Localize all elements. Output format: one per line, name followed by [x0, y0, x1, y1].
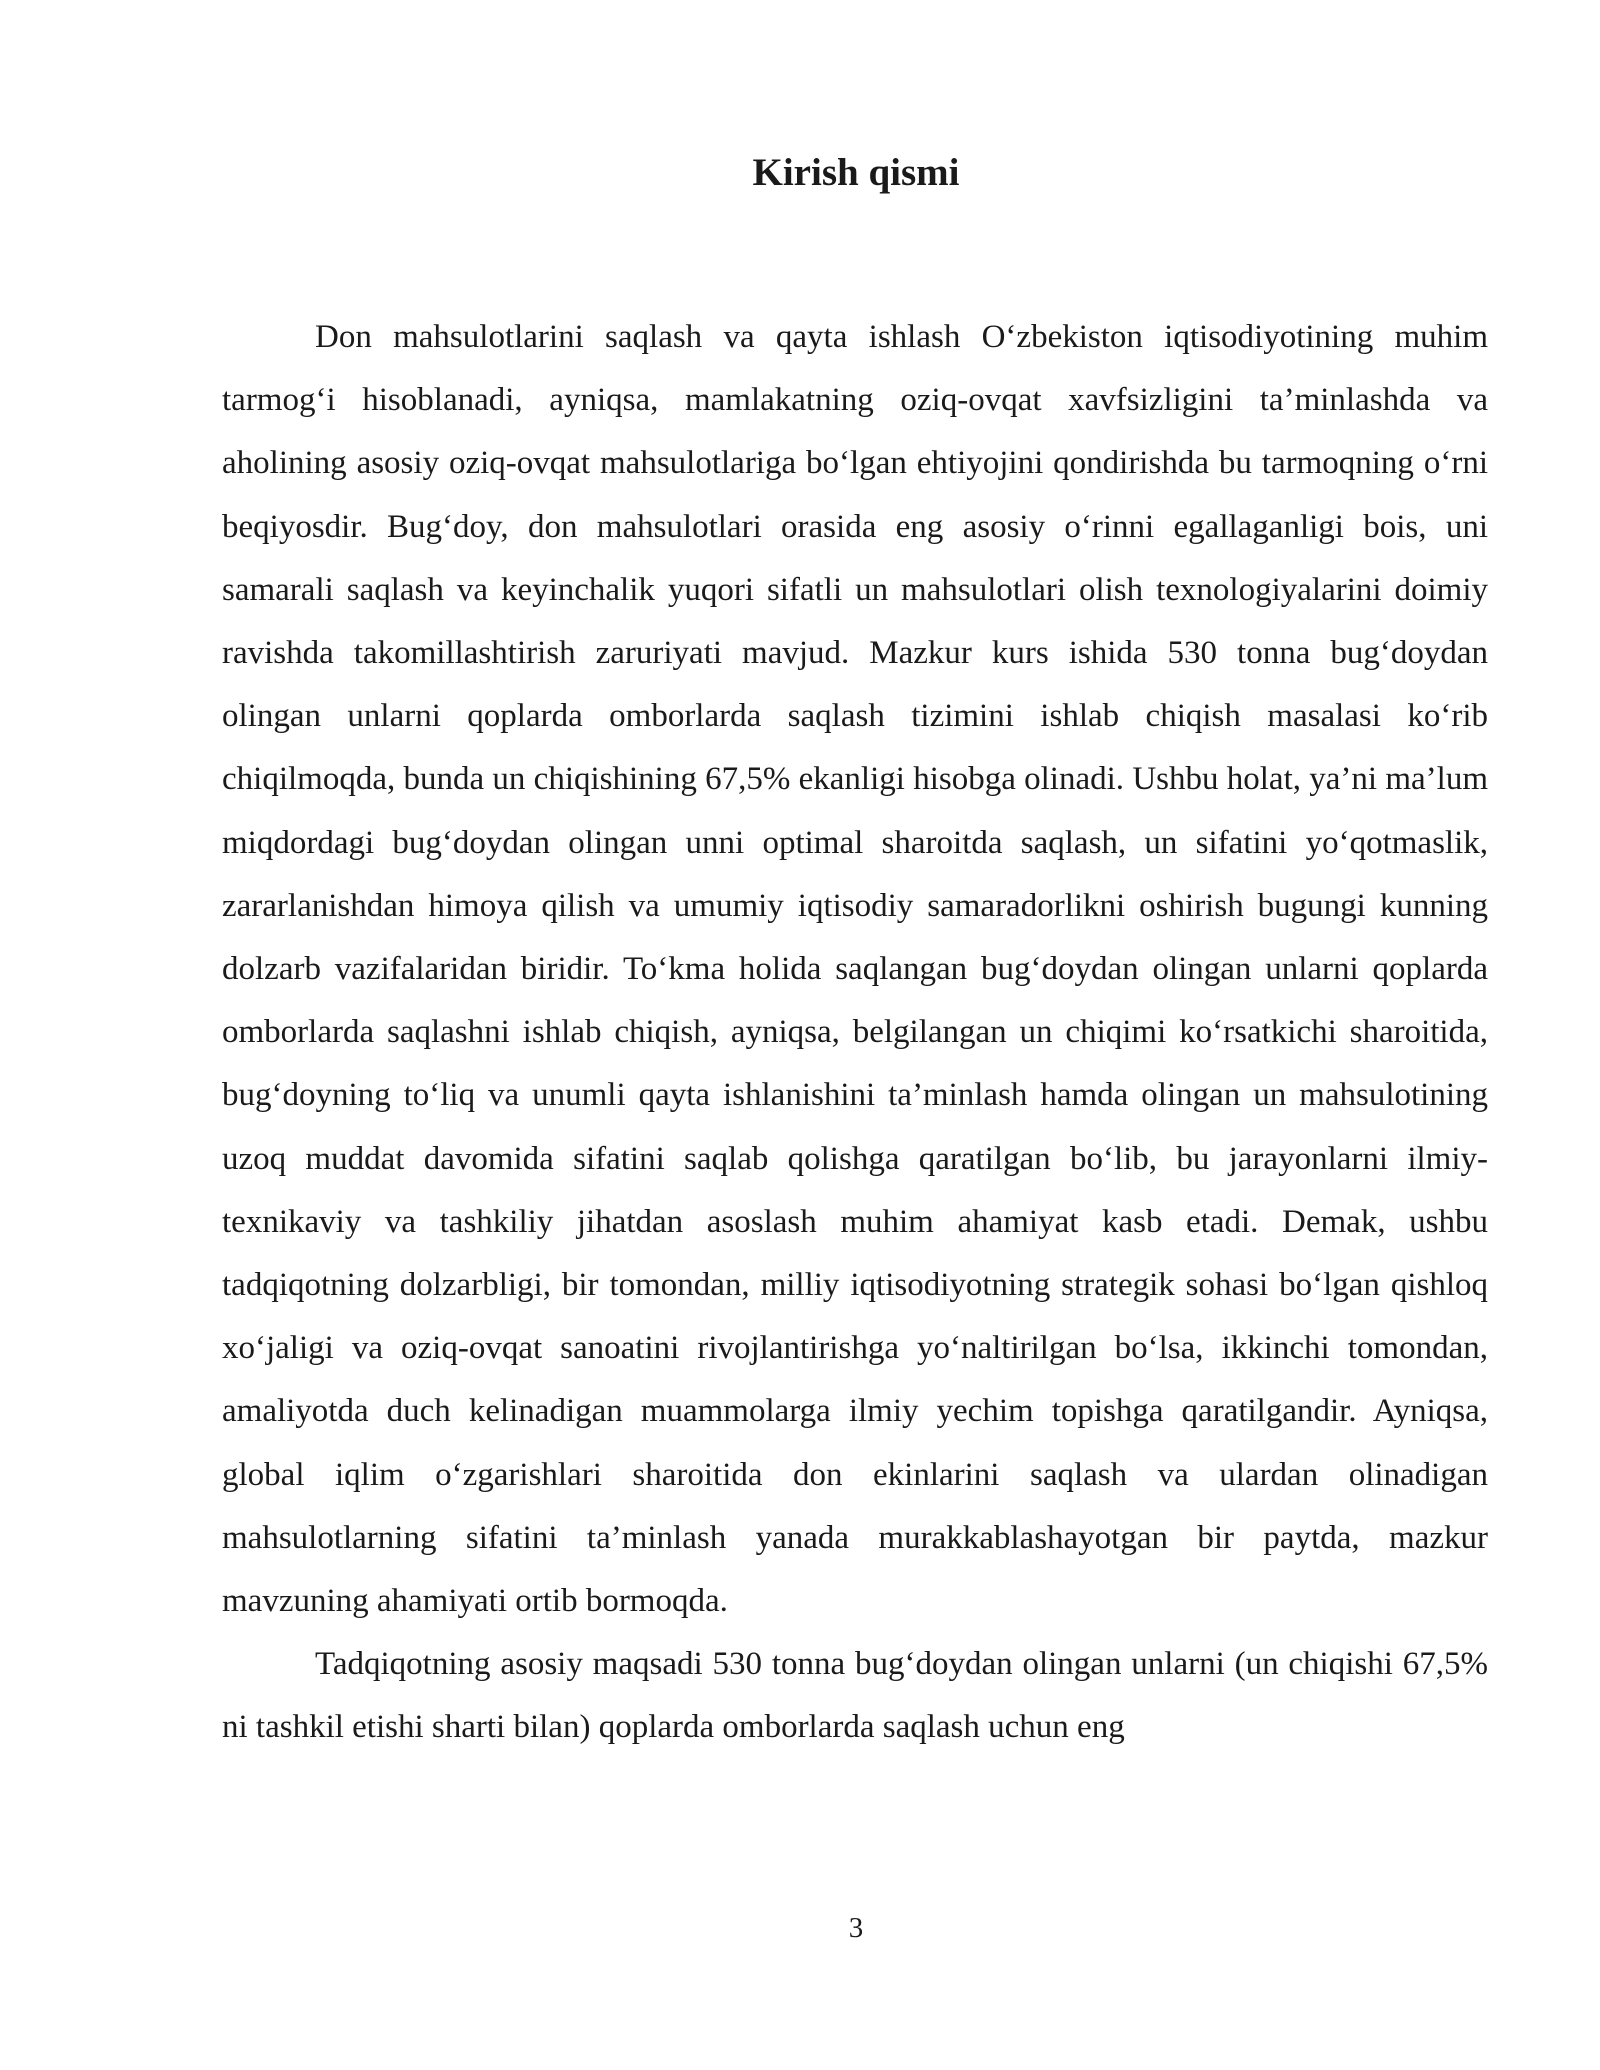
paragraph-2: Tadqiqotning asosiy maqsadi 530 tonna bug‘doydan olingan unlarni (un chiqishi 67,5% ni tashkil etishi sharti bilan) qoplarda omborlarda saqlash uchun eng	[222, 1646, 1488, 1746]
page-number: 3	[848, 1912, 864, 1944]
page-title: Kirish qismi	[752, 151, 960, 194]
paragraph-1: Don mahsulotlarini saqlash va qayta ishlash O‘zbekiston iqtisodiyotining muhim tarmog‘i hisoblanadi, ayniqsa, mamlakatning oziq-ovqat xavfsizligini ta’minlashda va aholining asosiy oziq-ovqat mahsulotlariga bo‘lgan ehtiyojini qondirishda bu tarmoqning o‘rni beqiyosdir. Bug‘doy, don mahsulotlari orasida eng asosiy o‘rinni egallaganligi bois, uni samarali saqlash va keyinchalik yuqori sifatli un mahsulotlari olish texnologiyalarini doimiy ravishda takomillashtirish zaruriyati mavjud. Mazkur kurs ishida 530 tonna bug‘doydan olingan unlarni qoplarda omborlarda saqlash tizimini ishlab chiqish masalasi ko‘rib chiqilmoqda, bunda un chiqishining 67,5% ekanligi hisobga olinadi. Ushbu holat, ya’ni ma’lum miqdordagi bug‘doydan olingan unni optimal sharoitda saqlash, un sifatini yo‘qotmaslik, zararlanishdan himoya qilish va umumiy iqtisodiy samaradorlikni oshirish bugungi kunning dolzarb vazifalaridan biridir. To‘kma holida saqlangan bug‘doydan olingan unlarni qoplarda omborlarda saqlashni ishlab chiqish, ayniqsa, belgilangan un chiqimi ko‘rsatkichi sharoitida, bug‘doyning to‘liq va unumli qayta ishlanishini ta’minlash hamda olingan un mahsulotining uzoq muddat davomida sifatini saqlab qolishga qaratilgan bo‘lib, bu jarayonlarni ilmiy-texnikaviy va tashkiliy jihatdan asoslash muhim ahamiyat kasb etadi. Demak, ushbu tadqiqotning dolzarbligi, bir tomondan, milliy iqtisodiyotning strategik sohasi bo‘lgan qishloq xo‘jaligi va oziq-ovqat sanoatini rivojlantirishga yo‘naltirilgan bo‘lsa, ikkinchi tomondan, amaliyotda duch kelinadigan muammolarga ilmiy yechim topishga qaratilgandir. Ayniqsa, global iqlim o‘zgarishlari sharoitida don ekinlarini saqlash va ulardan olinadigan mahsulotlarning sifatini ta’minlash yanada murakkablashayotgan bir paytda, mazkur mavzuning ahamiyati ortib bormoqda.	[222, 319, 1488, 1620]
body-text	[222, 306, 1488, 1760]
